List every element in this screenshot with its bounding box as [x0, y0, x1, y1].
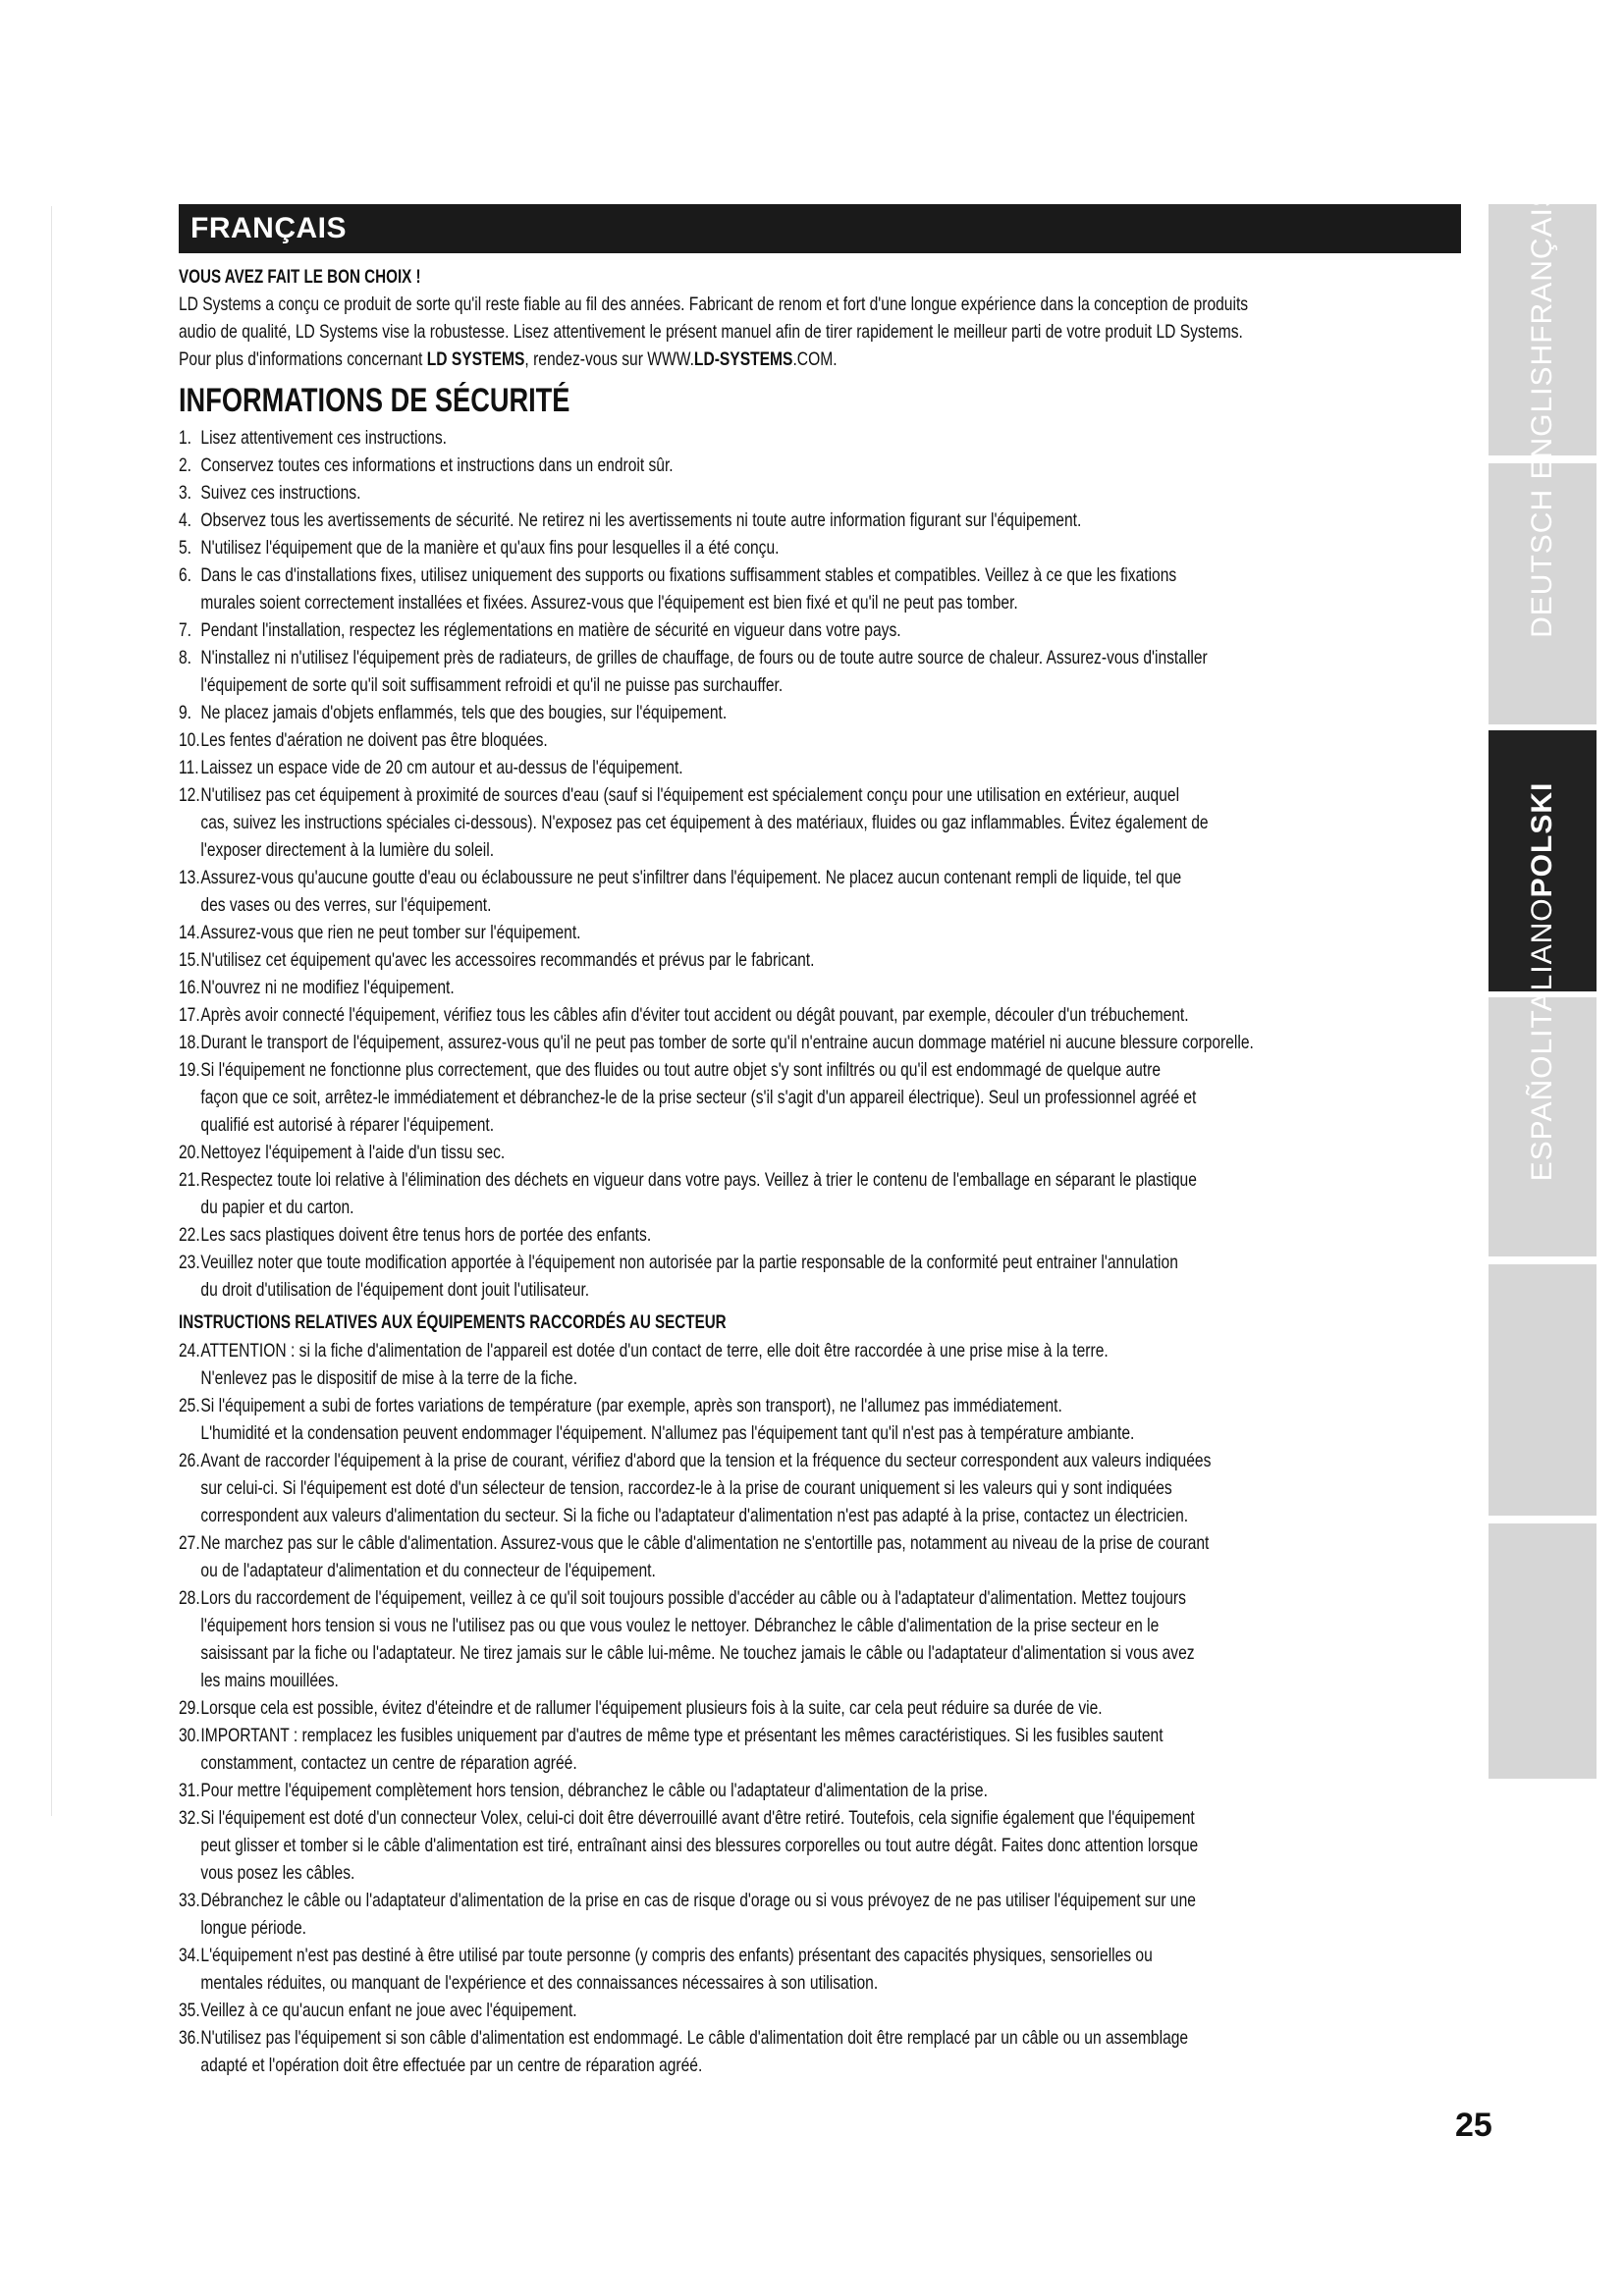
tab-label-english: ENGLISH — [1526, 343, 1558, 480]
list-item-text — [200, 1447, 1211, 1529]
list-item-number: 26. — [179, 1450, 200, 1471]
list-item-text — [200, 1529, 1209, 1584]
mains-list — [179, 1337, 1465, 2079]
list-item-text — [200, 754, 1208, 781]
list-item — [179, 1584, 1208, 1694]
list-item-text — [200, 1942, 1208, 1997]
list-item-text — [200, 644, 1208, 699]
list-item-number: 20. — [179, 1142, 200, 1163]
list-item-line: vous posez les câbles. — [200, 1862, 355, 1884]
list-item — [179, 1166, 1208, 1221]
list-item-number: 15. — [179, 949, 200, 971]
list-item-line: Si l'équipement a subi de fortes variations de température (par exemple, après son transport), ne l'allumez pas immédiatement. — [200, 1395, 1062, 1416]
list-item-number: 12. — [179, 784, 200, 806]
list-item-line: longue période. — [200, 1917, 306, 1939]
list-item-number: 34. — [179, 1945, 200, 1966]
list-item-line: N'utilisez pas l'équipement si son câble d'alimentation est endommagé. Le câble d'alimentation doit être remplacé par un câble ou un assemblage — [200, 2027, 1189, 2049]
language-header-bar — [179, 204, 1461, 253]
list-item — [179, 919, 1208, 946]
list-item-text — [200, 1029, 1253, 1056]
list-item — [179, 1337, 1208, 1392]
list-item-text — [200, 1694, 1208, 1722]
list-item-number: 9. — [179, 702, 192, 723]
list-item-line: Les fentes d'aération ne doivent pas être bloquées. — [200, 729, 548, 751]
list-item-line: N'installez ni n'utilisez l'équipement près de radiateurs, de grilles de chauffage, de fours ou de toute autre source de chaleur. Assurez-vous d'installer — [200, 647, 1208, 668]
list-item-number: 31. — [179, 1780, 200, 1801]
list-item-line: Suivez ces instructions. — [200, 482, 361, 504]
list-item-text — [200, 1139, 1208, 1166]
list-item-number: 32. — [179, 1807, 200, 1829]
list-item-number: 24. — [179, 1340, 200, 1362]
intro-brand: LD SYSTEMS — [426, 348, 525, 370]
list-item-text — [200, 1221, 1208, 1249]
list-item-number: 36. — [179, 2027, 200, 2049]
list-item-line: Les sacs plastiques doivent être tenus hors de portée des enfants. — [200, 1224, 652, 1246]
list-item — [179, 507, 1208, 534]
list-item — [179, 561, 1208, 616]
list-item-line: L'humidité et la condensation peuvent endommager l'équipement. N'allumez pas l'équipement tant qu'il n'est pas à température ambiante. — [200, 1422, 1135, 1444]
list-item — [179, 1392, 1208, 1447]
list-item-line: Respectez toute loi relative à l'élimination des déchets en vigueur dans votre pays. Veillez à trier le contenu de l'emballage en séparant le plastique — [200, 1169, 1197, 1191]
list-item-line: Pour mettre l'équipement complètement hors tension, débranchez le câble ou l'adaptateur d'alimentation de la prise. — [200, 1780, 988, 1801]
list-item-line: façon que ce soit, arrêtez-le immédiatement et débranchez-le de la prise secteur (s'il s'agit d'un appareil électrique). Seul un professionnel agréé et — [200, 1087, 1197, 1108]
list-item-line: du droit d'utilisation de l'équipement dont jouit l'utilisateur. — [200, 1279, 590, 1301]
list-item-line: les mains mouillées. — [200, 1670, 339, 1691]
list-item-text — [200, 479, 1208, 507]
list-item-number: 27. — [179, 1532, 200, 1554]
list-item-line: qualifié est autorisé à réparer l'équipement. — [200, 1114, 495, 1136]
list-item-line: N'utilisez cet équipement qu'avec les accessoires recommandés et prévus par le fabricant. — [200, 949, 815, 971]
list-item-line: Assurez-vous qu'aucune goutte d'eau ou éclaboussure ne peut s'infiltrer dans l'équipement. Ne placez aucun contenant rempli de liquide, tel que — [200, 867, 1182, 888]
list-item-text — [200, 424, 1208, 452]
safety-list — [179, 424, 1465, 1304]
list-item-text — [200, 452, 1208, 479]
list-item-line: Durant le transport de l'équipement, assurez-vous qu'il ne peut pas tomber de sorte qu'il n'entraine aucun dommage matériel ni aucune blessure corporelle. — [200, 1032, 1254, 1053]
list-item-number: 21. — [179, 1169, 200, 1191]
list-item-number: 10. — [179, 729, 200, 751]
list-item-line: l'équipement hors tension si vous ne l'utilisez pas ou que vous voulez le nettoyer. Débranchez le câble d'alimentation de la prise secteur en le — [200, 1615, 1160, 1636]
list-item-line: Assurez-vous que rien ne peut tomber sur l'équipement. — [200, 922, 581, 943]
list-item-line: mentales réduites, ou manquant de l'expérience et des connaissances nécessaires à son utilisation. — [200, 1972, 879, 1994]
list-item-line: murales soient correctement installées et fixées. Assurez-vous que l'équipement est bien fixé et qu'il ne peut pas tomber. — [200, 592, 1018, 614]
list-item-number: 25. — [179, 1395, 200, 1416]
list-item-number: 28. — [179, 1587, 200, 1609]
list-item-text — [200, 1249, 1208, 1304]
list-item-number: 30. — [179, 1725, 200, 1746]
list-item — [179, 1722, 1208, 1777]
list-item-line: Lisez attentivement ces instructions. — [200, 427, 447, 449]
list-item-text — [200, 1777, 1208, 1804]
list-item-number: 33. — [179, 1890, 200, 1911]
list-item-text — [200, 1166, 1208, 1221]
list-item — [179, 1804, 1208, 1887]
intro-line-3-mid: , rendez-vous sur WWW. — [524, 348, 694, 370]
list-item — [179, 479, 1208, 507]
list-item — [179, 1694, 1208, 1722]
list-item-line: IMPORTANT : remplacez les fusibles uniquement par d'autres de même type et présentant les mêmes caractéristiques. Si les fusibles sautent — [200, 1725, 1164, 1746]
list-item-line: saisissant par la fiche ou l'adaptateur. Ne tirez jamais sur le câble lui-même. Ne touchez jamais le câble ou l'adaptateur d'alimentation si vous avez — [200, 1642, 1195, 1664]
list-item — [179, 1777, 1208, 1804]
list-item-line: adapté et l'opération doit être effectuée par un centre de réparation agréé. — [200, 2055, 703, 2076]
list-item-line: peut glisser et tomber si le câble d'alimentation est tiré, entraînant ainsi des blessures corporelles ou tout autre dégât. Faites donc attention lorsque — [200, 1835, 1199, 1856]
list-item — [179, 781, 1208, 864]
list-item — [179, 864, 1208, 919]
tab-label-italiano: ITALIANO — [1526, 897, 1558, 1038]
list-item-line: Après avoir connecté l'équipement, vérifiez tous les câbles afin d'éviter tout accident ou dégât pouvant, par exemple, découler d'un trébuchement. — [200, 1004, 1189, 1026]
list-item — [179, 1139, 1208, 1166]
list-item-number: 23. — [179, 1252, 200, 1273]
list-item — [179, 974, 1208, 1001]
intro-title: VOUS AVEZ FAIT LE BON CHOIX ! — [179, 267, 421, 288]
list-item-line: L'équipement n'est pas destiné à être utilisé par toute personne (y compris des enfants) présentant des capacités physiques, sensorielles ou — [200, 1945, 1153, 1966]
list-item-line: Dans le cas d'installations fixes, utilisez uniquement des supports ou fixations suffisamment stables et compatibles. Veillez à ce que les fixations — [200, 564, 1177, 586]
list-item-line: N'utilisez l'équipement que de la manière et qu'aux fins pour lesquelles il a été conçu. — [200, 537, 780, 559]
list-item-line: l'exposer directement à la lumière du soleil. — [200, 839, 495, 861]
main-content — [179, 265, 1465, 2079]
list-item — [179, 1942, 1208, 1997]
tab-label-english-francais — [1526, 187, 1559, 638]
intro-line-2: audio de qualité, LD Systems vise la robustesse. Lisez attentivement le présent manuel afin de tirer rapidement le meilleur parti de votre produit LD Systems. — [179, 321, 1243, 343]
list-item — [179, 1529, 1208, 1584]
list-item — [179, 754, 1208, 781]
list-item — [179, 1997, 1208, 2024]
list-item-line: Ne placez jamais d'objets enflammés, tels que des bougies, sur l'équipement. — [200, 702, 728, 723]
list-item-text — [200, 699, 1208, 726]
list-item — [179, 1249, 1208, 1304]
tab-blank-1[interactable] — [1489, 1264, 1597, 1516]
list-item-line: Veuillez noter que toute modification apportée à l'équipement non autorisée par la partie responsable de la conformité peut entrainer l'annulation — [200, 1252, 1178, 1273]
list-item-line: constamment, contactez un centre de réparation agréé. — [200, 1752, 577, 1774]
list-item-number: 14. — [179, 922, 200, 943]
list-item-line: ATTENTION : si la fiche d'alimentation de l'appareil est dotée d'un contact de terre, elle doit être raccordée à une prise mise à la terre. — [200, 1340, 1109, 1362]
list-item — [179, 1887, 1208, 1942]
list-item-line: du papier et du carton. — [200, 1197, 354, 1218]
tab-label-deutsch: DEUTSCH — [1526, 488, 1558, 638]
list-item-number: 18. — [179, 1032, 200, 1053]
list-item-text — [200, 919, 1208, 946]
left-margin-rule — [51, 206, 52, 1816]
list-item-number: 19. — [179, 1059, 200, 1081]
list-item — [179, 1001, 1208, 1029]
intro-url-bold: LD-SYSTEMS — [693, 348, 793, 370]
tab-blank-2[interactable] — [1489, 1523, 1597, 1779]
list-item — [179, 534, 1208, 561]
list-item-number: 4. — [179, 509, 192, 531]
list-item-number: 35. — [179, 2000, 200, 2021]
list-item-line: Pendant l'installation, respectez les réglementations en matière de sécurité en vigueur dans votre pays. — [200, 619, 901, 641]
list-item-line: cas, suivez les instructions spéciales ci-dessous). N'exposez pas cet équipement à des matériaux, fluides ou gaz inflammables. Évitez également de — [200, 812, 1209, 833]
tab-label-polski: POLSKI — [1526, 781, 1558, 898]
list-item-number: 2. — [179, 454, 192, 476]
list-item-line: Observez tous les avertissements de sécurité. Ne retirez ni les avertissements ni toute autre information figurant sur l'équipement. — [200, 509, 1082, 531]
list-item-text — [200, 616, 1208, 644]
list-item — [179, 2024, 1208, 2079]
list-item-text — [200, 2024, 1208, 2079]
list-item-text — [200, 864, 1208, 919]
list-item-text — [200, 561, 1208, 616]
list-item-line: Conservez toutes ces informations et instructions dans un endroit sûr. — [200, 454, 674, 476]
list-item-text — [200, 1804, 1208, 1887]
list-item-line: des vases ou des verres, sur l'équipement. — [200, 894, 492, 916]
tab-label-espanol-polski — [1526, 782, 1559, 1182]
list-item-line: Avant de raccorder l'équipement à la prise de courant, vérifiez d'abord que la tension et la fréquence du secteur correspondent aux valeurs indiquées — [200, 1450, 1212, 1471]
safety-title: INFORMATIONS DE SÉCURITÉ — [179, 382, 570, 419]
list-item-line: Débranchez le câble ou l'adaptateur d'alimentation de la prise en cas de risque d'orage ou si vous prévoyez de ne pas utiliser l'équipement sur une — [200, 1890, 1196, 1911]
tab-label-francais: FRANÇAIS — [1526, 187, 1558, 344]
list-item — [179, 1056, 1208, 1139]
list-item-text — [200, 946, 1208, 974]
list-item-line: Si l'équipement est doté d'un connecteur Volex, celui-ci doit être déverrouillé avant d'être retiré. Toutefois, cela signifie également que l'équipement — [200, 1807, 1195, 1829]
list-item — [179, 1029, 1254, 1056]
list-item-line: N'enlevez pas le dispositif de mise à la terre de la fiche. — [200, 1367, 578, 1389]
list-item-line: Lors du raccordement de l'équipement, veillez à ce qu'il soit toujours possible d'accéder au câble ou à l'adaptateur d'alimentation. Mettez toujours — [200, 1587, 1186, 1609]
list-item — [179, 946, 1208, 974]
list-item-line: ou de l'adaptateur d'alimentation et du connecteur de l'équipement. — [200, 1560, 656, 1581]
list-item-text — [200, 726, 1208, 754]
list-item-text — [200, 1887, 1208, 1942]
list-item — [179, 452, 1208, 479]
list-item — [179, 1221, 1208, 1249]
list-item-line: Si l'équipement ne fonctionne plus correctement, que des fluides ou tout autre objet s'y sont infiltrés ou qu'il est endommagé de quelque autre — [200, 1059, 1162, 1081]
list-item-line: Laissez un espace vide de 20 cm autour et au-dessus de l'équipement. — [200, 757, 683, 778]
intro-line-3 — [179, 346, 1208, 373]
list-item-text — [200, 1337, 1208, 1392]
list-item-text — [200, 781, 1208, 864]
intro-line-3-pre: Pour plus d'informations concernant — [179, 348, 427, 370]
list-item — [179, 726, 1208, 754]
list-item-text — [200, 1997, 1208, 2024]
list-item — [179, 424, 1208, 452]
list-item-line: Lorsque cela est possible, évitez d'éteindre et de rallumer l'équipement plusieurs fois à la suite, car cela peut réduire sa durée de vie. — [200, 1697, 1103, 1719]
list-item — [179, 644, 1208, 699]
list-item-number: 3. — [179, 482, 192, 504]
list-item — [179, 616, 1208, 644]
intro-line-3-end: .COM. — [792, 348, 838, 370]
list-item-number: 16. — [179, 977, 200, 998]
list-item-text — [200, 1392, 1208, 1447]
mains-title: INSTRUCTIONS RELATIVES AUX ÉQUIPEMENTS RACCORDÉS AU SECTEUR — [179, 1312, 727, 1333]
list-item-line: correspondent aux valeurs d'alimentation du secteur. Si la fiche ou l'adaptateur d'alimentation n'est pas adapté à la prise, contactez un électricien. — [200, 1505, 1189, 1526]
list-item-text — [200, 507, 1208, 534]
list-item-text — [200, 534, 1208, 561]
language-header-label: FRANÇAIS — [190, 212, 347, 244]
list-item-number: 11. — [179, 757, 199, 778]
page-number: 25 — [1455, 2107, 1492, 2144]
intro-line-1: LD Systems a conçu ce produit de sorte qu'il reste fiable au fil des années. Fabricant de renom et fort d'une longue expérience dans la conception de produits — [179, 294, 1249, 315]
list-item-line: sur celui-ci. Si l'équipement est doté d'un sélecteur de tension, raccordez-le à la prise de courant uniquement si les valeurs qui y sont indiquées — [200, 1477, 1172, 1499]
list-item-number: 29. — [179, 1697, 200, 1719]
list-item — [179, 1447, 1212, 1529]
list-item — [179, 699, 1208, 726]
list-item-number: 1. — [179, 427, 192, 449]
list-item-text — [200, 1584, 1208, 1694]
list-item-text — [200, 1001, 1208, 1029]
list-item-text — [200, 1056, 1208, 1139]
list-item-line: N'utilisez pas cet équipement à proximité de sources d'eau (sauf si l'équipement est spécialement conçu pour une utilisation en extérieur, auquel — [200, 784, 1180, 806]
list-item-number: 13. — [179, 867, 200, 888]
tab-label-espanol: ESPAÑOL — [1526, 1037, 1558, 1182]
list-item-text — [200, 974, 1208, 1001]
list-item-text — [200, 1722, 1208, 1777]
list-item-number: 22. — [179, 1224, 200, 1246]
list-item-number: 8. — [179, 647, 192, 668]
list-item-number: 7. — [179, 619, 192, 641]
list-item-line: Ne marchez pas sur le câble d'alimentation. Assurez-vous que le câble d'alimentation ne s'entortille pas, notamment au niveau de la prise de courant — [200, 1532, 1210, 1554]
list-item-number: 5. — [179, 537, 192, 559]
list-item-number: 17. — [179, 1004, 200, 1026]
list-item-line: N'ouvrez ni ne modifiez l'équipement. — [200, 977, 455, 998]
list-item-number: 6. — [179, 564, 192, 586]
list-item-line: l'équipement de sorte qu'il soit suffisamment refroidi et qu'il ne puisse pas surchauffer. — [200, 674, 784, 696]
list-item-line: Nettoyez l'équipement à l'aide d'un tissu sec. — [200, 1142, 506, 1163]
list-item-line: Veillez à ce qu'aucun enfant ne joue avec l'équipement. — [200, 2000, 577, 2021]
